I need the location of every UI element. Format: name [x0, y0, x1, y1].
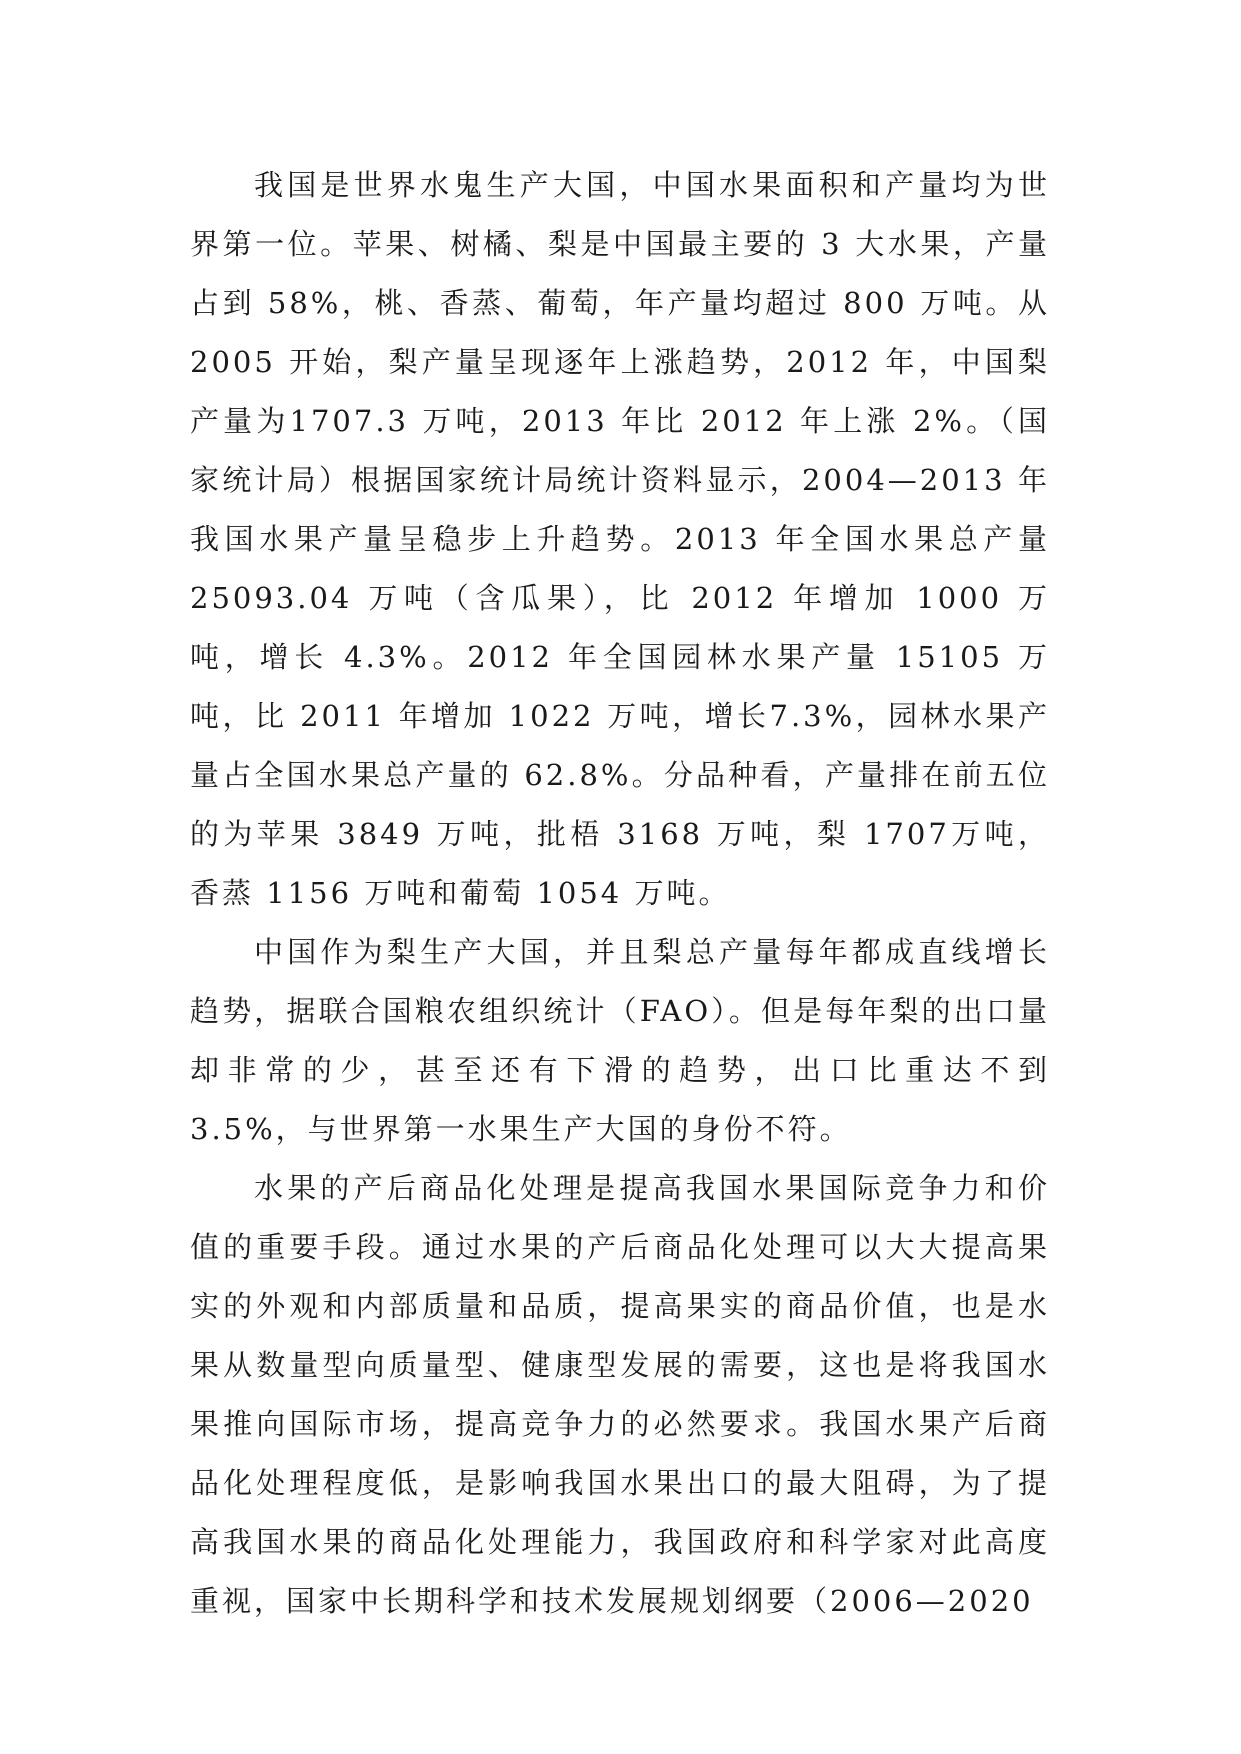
paragraph-pear-export: 中国作为梨生产大国，并且梨总产量每年都成直线增长趋势，据联合国粮农组织统计（FAO）。但是每年梨的出口量却非常的少，甚至还有下滑的趋势，出口比重达不到 3.5%，与世界第一水果生产大国的身份不符。 [190, 935, 1050, 1146]
document-body [190, 156, 1050, 1631]
paragraph-fruit-production: 我国是世界水鬼生产大国，中国水果面积和产量均为世界第一位。苹果、树橘、梨是中国最主要的 3 大水果，产量占到 58%，桃、香蒸、葡萄，年产量均超过 800 万吨。从 2005 开始，梨产量呈现逐年上涨趋势，2012 年，中国梨产量为1707.3 万吨，2013 年比 2012 年上涨 2%。（国家统计局）根据国家统计局统计资料显示，2004—2013 年我国水果产量呈稳步上升趋势。2013 年全国水果总产量 25093.04 万吨（含瓜果），比 2012 年增加 1000 万吨，增长 4.3%。2012 年全国园林水果产量 15105 万吨，比 2011 年增加 1022 万吨，增长7.3%，园林水果产量占全国水果总产量的 62.8%。分品种看，产量排在前五位的为苹果 3849 万吨，批梧 3168 万吨，梨 1707万吨，香蒸 1156 万吨和葡萄 1054 万吨。 [190, 168, 1050, 910]
paragraph-postharvest-processing: 水果的产后商品化处理是提高我国水果国际竞争力和价值的重要手段。通过水果的产后商品化处理可以大大提高果实的外观和内部质量和品质，提高果实的商品价值，也是水果从数量型向质量型、健康型发展的需要，这也是将我国水果推向国际市场，提高竞争力的必然要求。我国水果产后商品化处理程度低，是影响我国水果出口的最大阻碍，为了提高我国水果的商品化处理能力，我国政府和科学家对此高度重视，国家中长期科学和技术发展规划纲要（2006—2020 [190, 1171, 1050, 1618]
